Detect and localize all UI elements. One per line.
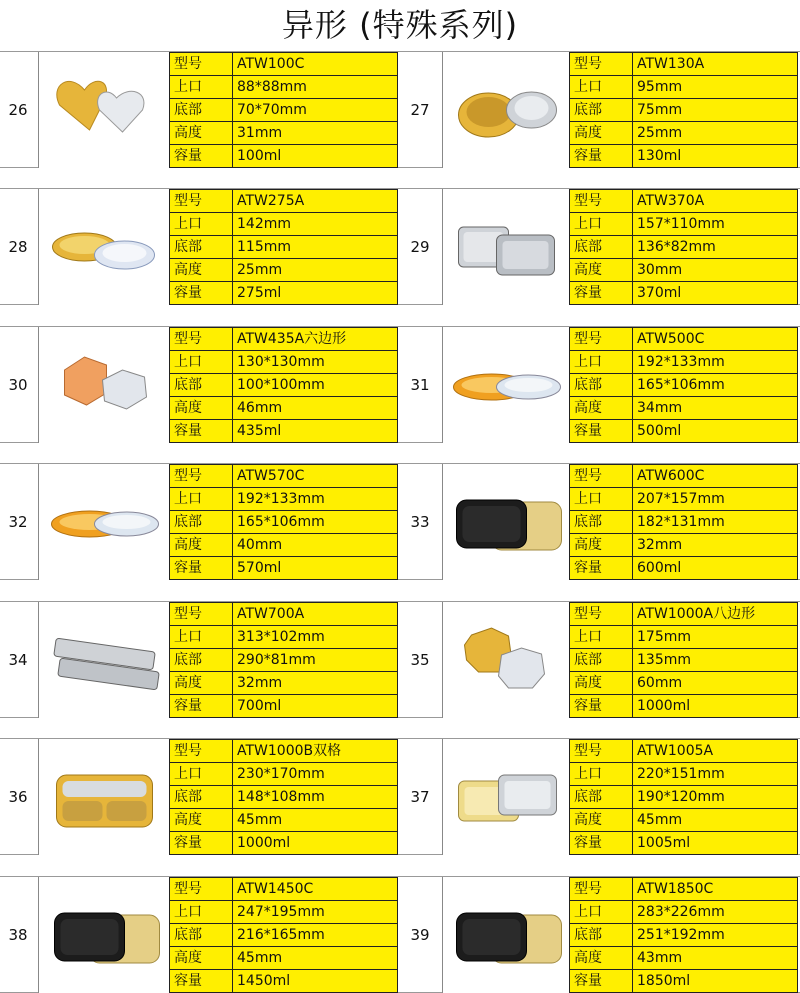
spec-row-capacity [570, 557, 798, 580]
spec-value-height: 34mm [633, 397, 798, 420]
spec-value-height: 32mm [233, 672, 398, 695]
product-image [442, 52, 571, 168]
spec-row-model [570, 878, 798, 901]
product-image [442, 739, 571, 855]
spec-value-height: 43mm [633, 947, 798, 970]
spec-row-bottom-size [570, 374, 798, 397]
spec-value-model: ATW100C [233, 53, 398, 76]
spec-value-capacity: 275ml [233, 282, 398, 305]
spec-value-model: ATW600C [633, 465, 798, 488]
product-image [442, 327, 571, 443]
spec-row-height [570, 259, 798, 282]
spec-label: 上口 [570, 76, 633, 99]
spec-row-top-size [570, 901, 798, 924]
spec-row-top-size [570, 351, 798, 374]
product-image [442, 877, 571, 993]
product-block [0, 189, 800, 305]
spec-label: 容量 [170, 282, 233, 305]
spec-label: 底部 [170, 511, 233, 534]
spec-label: 底部 [170, 924, 233, 947]
page-title: 异形 (特殊系列) [281, 6, 519, 44]
spec-row-model [570, 328, 798, 351]
spec-value-model: ATW1450C [233, 878, 398, 901]
spec-table [569, 602, 798, 718]
spec-label: 容量 [170, 420, 233, 443]
spec-row-model [570, 465, 798, 488]
spec-row-top-size [570, 76, 798, 99]
spec-label: 高度 [170, 122, 233, 145]
product-block [0, 739, 800, 855]
spec-value-bottom-size: 290*81mm [233, 649, 398, 672]
spec-label: 上口 [170, 763, 233, 786]
spec-value-top-size: 95mm [633, 76, 798, 99]
spec-row-capacity [570, 970, 798, 993]
spec-value-bottom-size: 75mm [633, 99, 798, 122]
spec-label: 高度 [570, 947, 633, 970]
spec-value-capacity: 1450ml [233, 970, 398, 993]
spec-label: 底部 [570, 924, 633, 947]
spec-row-bottom-size [570, 924, 798, 947]
spec-table [569, 464, 798, 580]
spec-label: 型号 [170, 740, 233, 763]
spec-label: 容量 [570, 970, 633, 993]
spec-value-model: ATW570C [233, 465, 398, 488]
spec-value-height: 30mm [633, 259, 798, 282]
spec-value-bottom-size: 115mm [233, 236, 398, 259]
spec-table [569, 739, 798, 855]
spec-value-bottom-size: 136*82mm [633, 236, 798, 259]
spec-label: 容量 [570, 832, 633, 855]
product-image [442, 464, 571, 580]
product-block [0, 52, 800, 168]
rect-tray-icon [446, 197, 567, 297]
spec-value-capacity: 1000ml [633, 695, 798, 718]
spec-label: 容量 [170, 832, 233, 855]
spec-value-height: 45mm [233, 809, 398, 832]
spec-label: 容量 [570, 420, 633, 443]
product-number: 39 [410, 926, 430, 944]
spec-value-capacity: 130ml [633, 145, 798, 168]
spec-label: 容量 [170, 145, 233, 168]
spec-value-capacity: 1005ml [633, 832, 798, 855]
product-block [0, 464, 800, 580]
spec-value-height: 46mm [233, 397, 398, 420]
spec-value-top-size: 230*170mm [233, 763, 398, 786]
spec-row-capacity [570, 282, 798, 305]
spec-label: 上口 [570, 488, 633, 511]
spec-label: 上口 [170, 626, 233, 649]
spec-value-model: ATW1005A [633, 740, 798, 763]
spec-value-height: 25mm [233, 259, 398, 282]
spec-label: 型号 [170, 53, 233, 76]
spec-label: 型号 [570, 465, 633, 488]
spec-value-capacity: 1850ml [633, 970, 798, 993]
spec-value-top-size: 175mm [633, 626, 798, 649]
spec-row-bottom-size [570, 511, 798, 534]
spec-value-height: 45mm [633, 809, 798, 832]
product-number: 26 [8, 101, 28, 119]
spec-value-capacity: 1000ml [233, 832, 398, 855]
spec-value-height: 40mm [233, 534, 398, 557]
spec-row-bottom-size [570, 649, 798, 672]
spec-label: 底部 [570, 236, 633, 259]
spec-label: 高度 [570, 397, 633, 420]
spec-label: 高度 [170, 534, 233, 557]
spec-label: 型号 [170, 190, 233, 213]
product-number: 33 [410, 513, 430, 531]
spec-value-capacity: 600ml [633, 557, 798, 580]
spec-row-height [570, 947, 798, 970]
spec-value-bottom-size: 182*131mm [633, 511, 798, 534]
spec-label: 型号 [570, 740, 633, 763]
product-number: 34 [8, 651, 28, 669]
spec-label: 上口 [570, 351, 633, 374]
spec-row-capacity [570, 695, 798, 718]
spec-label: 高度 [170, 947, 233, 970]
spec-value-model: ATW435A六边形 [233, 328, 398, 351]
spec-value-top-size: 220*151mm [633, 763, 798, 786]
spec-row-top-size [570, 488, 798, 511]
round-bowl-icon [446, 60, 567, 160]
spec-value-model: ATW1000B双格 [233, 740, 398, 763]
spec-row-capacity [570, 145, 798, 168]
spec-row-top-size [570, 213, 798, 236]
spec-label: 型号 [170, 878, 233, 901]
spec-value-top-size: 157*110mm [633, 213, 798, 236]
product-number: 35 [410, 651, 430, 669]
spec-label: 型号 [570, 53, 633, 76]
spec-row-bottom-size [570, 786, 798, 809]
spec-label: 底部 [170, 786, 233, 809]
spec-value-top-size: 142mm [233, 213, 398, 236]
spec-value-bottom-size: 70*70mm [233, 99, 398, 122]
spec-value-capacity: 700ml [233, 695, 398, 718]
spec-value-capacity: 435ml [233, 420, 398, 443]
spec-label: 底部 [570, 649, 633, 672]
spec-row-capacity [570, 420, 798, 443]
spec-label: 高度 [170, 809, 233, 832]
product-number: 32 [8, 513, 28, 531]
spec-label: 高度 [570, 259, 633, 282]
product-number: 29 [410, 238, 430, 256]
lidded-tray-icon [446, 472, 567, 572]
spec-value-capacity: 500ml [633, 420, 798, 443]
spec-label: 上口 [570, 763, 633, 786]
spec-value-model: ATW700A [233, 603, 398, 626]
spec-row-model [570, 190, 798, 213]
spec-value-bottom-size: 190*120mm [633, 786, 798, 809]
spec-label: 上口 [170, 488, 233, 511]
product-number: 36 [8, 788, 28, 806]
spec-label: 容量 [570, 145, 633, 168]
product-number: 38 [8, 926, 28, 944]
spec-label: 高度 [570, 809, 633, 832]
spec-label: 上口 [170, 76, 233, 99]
spec-label: 容量 [170, 970, 233, 993]
spec-table [569, 52, 798, 168]
spec-row-top-size [570, 626, 798, 649]
spec-value-height: 60mm [633, 672, 798, 695]
product-image [442, 602, 571, 718]
spec-value-bottom-size: 148*108mm [233, 786, 398, 809]
spec-row-top-size [570, 763, 798, 786]
spec-value-height: 31mm [233, 122, 398, 145]
spec-label: 型号 [570, 878, 633, 901]
product-number: 31 [410, 376, 430, 394]
spec-value-top-size: 207*157mm [633, 488, 798, 511]
spec-label: 型号 [570, 190, 633, 213]
product-block [0, 327, 800, 443]
spec-value-bottom-size: 135mm [633, 649, 798, 672]
spec-value-model: ATW500C [633, 328, 798, 351]
spec-row-model [570, 603, 798, 626]
spec-table [569, 189, 798, 305]
spec-label: 底部 [170, 649, 233, 672]
spec-value-bottom-size: 216*165mm [233, 924, 398, 947]
product-number: 27 [410, 101, 430, 119]
spec-row-height [570, 534, 798, 557]
spec-row-bottom-size [570, 99, 798, 122]
rect-gold-tray-icon [446, 747, 567, 847]
spec-value-top-size: 313*102mm [233, 626, 398, 649]
spec-label: 底部 [570, 99, 633, 122]
spec-row-bottom-size [570, 236, 798, 259]
spec-value-capacity: 100ml [233, 145, 398, 168]
spec-label: 高度 [570, 534, 633, 557]
spec-label: 底部 [170, 374, 233, 397]
spec-value-capacity: 570ml [233, 557, 398, 580]
spec-label: 底部 [170, 236, 233, 259]
spec-value-height: 45mm [233, 947, 398, 970]
spec-row-height [570, 397, 798, 420]
spec-label: 上口 [170, 351, 233, 374]
spec-label: 高度 [170, 672, 233, 695]
oval-tray-icon [446, 335, 567, 435]
spec-value-model: ATW275A [233, 190, 398, 213]
spec-label: 型号 [570, 603, 633, 626]
spec-value-top-size: 192*133mm [233, 488, 398, 511]
spec-label: 底部 [170, 99, 233, 122]
product-number: 37 [410, 788, 430, 806]
spec-label: 容量 [170, 695, 233, 718]
product-number: 30 [8, 376, 28, 394]
spec-row-model [570, 53, 798, 76]
spec-value-top-size: 283*226mm [633, 901, 798, 924]
spec-label: 高度 [170, 259, 233, 282]
spec-row-model [570, 740, 798, 763]
spec-label: 容量 [170, 557, 233, 580]
spec-value-model: ATW1000A八边形 [633, 603, 798, 626]
spec-label: 型号 [170, 328, 233, 351]
spec-value-model: ATW1850C [633, 878, 798, 901]
spec-value-bottom-size: 251*192mm [633, 924, 798, 947]
spec-value-model: ATW130A [633, 53, 798, 76]
spec-value-height: 32mm [633, 534, 798, 557]
spec-label: 容量 [570, 282, 633, 305]
spec-value-top-size: 130*130mm [233, 351, 398, 374]
spec-label: 上口 [570, 901, 633, 924]
spec-value-height: 25mm [633, 122, 798, 145]
spec-label: 型号 [170, 603, 233, 626]
spec-label: 底部 [570, 374, 633, 397]
spec-label: 容量 [570, 695, 633, 718]
spec-row-capacity [570, 832, 798, 855]
spec-value-top-size: 192*133mm [633, 351, 798, 374]
lidded-tray-icon [446, 885, 567, 985]
spec-table [569, 877, 798, 993]
spec-label: 容量 [570, 557, 633, 580]
spec-label: 底部 [570, 511, 633, 534]
spec-label: 上口 [170, 213, 233, 236]
spec-label: 上口 [570, 213, 633, 236]
spec-label: 上口 [570, 626, 633, 649]
spec-row-height [570, 809, 798, 832]
spec-value-bottom-size: 165*106mm [633, 374, 798, 397]
spec-row-height [570, 672, 798, 695]
spec-label: 上口 [170, 901, 233, 924]
spec-value-bottom-size: 165*106mm [233, 511, 398, 534]
spec-value-model: ATW370A [633, 190, 798, 213]
spec-label: 高度 [570, 672, 633, 695]
spec-row-height [570, 122, 798, 145]
octagon-tray-icon [446, 610, 567, 710]
product-block [0, 602, 800, 718]
spec-table [569, 327, 798, 443]
spec-value-top-size: 88*88mm [233, 76, 398, 99]
spec-value-bottom-size: 100*100mm [233, 374, 398, 397]
spec-label: 高度 [570, 122, 633, 145]
spec-label: 高度 [170, 397, 233, 420]
spec-value-capacity: 370ml [633, 282, 798, 305]
spec-value-top-size: 247*195mm [233, 901, 398, 924]
product-block [0, 877, 800, 993]
product-image [442, 189, 571, 305]
spec-label: 底部 [570, 786, 633, 809]
spec-label: 型号 [170, 465, 233, 488]
product-number: 28 [8, 238, 28, 256]
spec-label: 型号 [570, 328, 633, 351]
